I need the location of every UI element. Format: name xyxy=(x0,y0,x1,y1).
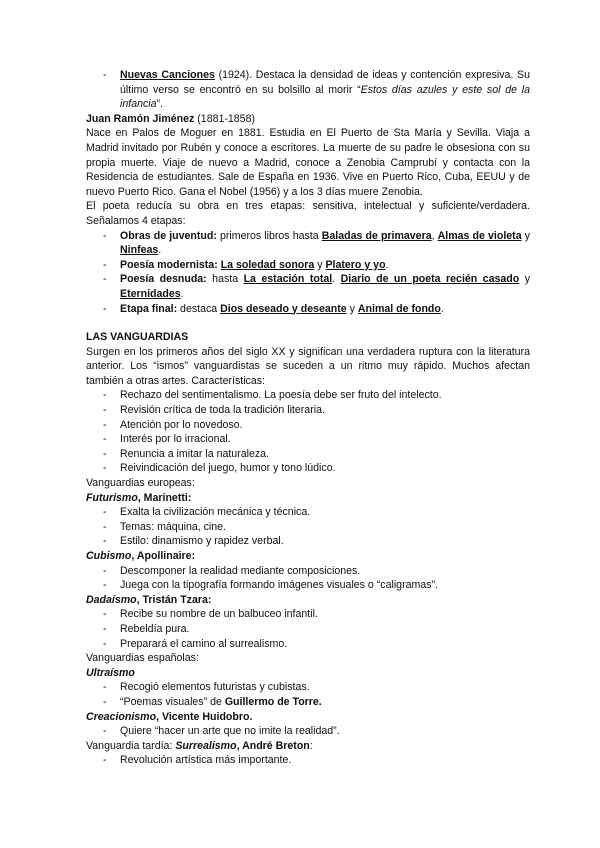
separator: . xyxy=(158,244,162,257)
movement-heading xyxy=(86,593,530,608)
item-text: Juega con la tipografía formando imágenes visuales o “caligramas”. xyxy=(120,579,438,592)
list-item xyxy=(86,724,530,739)
item-text: Renuncia a imitar la naturaleza. xyxy=(120,447,269,460)
stage-label: Poesía modernista: xyxy=(120,258,218,271)
movement-author: , André Breton xyxy=(236,739,310,752)
stage-label: Etapa final: xyxy=(120,302,178,315)
work-title: Dios deseado y deseante xyxy=(220,302,347,315)
item-text: Preparará el camino al surrealismo. xyxy=(120,637,288,650)
bullet-dash: - xyxy=(103,69,107,81)
bullet-dash: - xyxy=(103,564,107,577)
bullet-dash: - xyxy=(103,754,107,767)
work-title: Ninfeas xyxy=(120,244,159,257)
item-text: ”. xyxy=(156,98,163,111)
bullet-dash: - xyxy=(103,447,107,460)
work-title: Eternidades xyxy=(120,287,181,300)
separator: y xyxy=(521,229,530,242)
list-item xyxy=(86,564,530,579)
bullet-dash: - xyxy=(103,302,107,315)
work-title: Baladas de primavera xyxy=(321,229,432,242)
features-list xyxy=(86,388,530,476)
list-item xyxy=(86,505,530,520)
bullet-dash: - xyxy=(103,404,107,417)
list-item xyxy=(86,680,530,695)
separator: . xyxy=(332,273,341,286)
item-text: (1924). Destaca la densidad de ideas y contención expresiva. Su último verso se encontró en su bolsillo al morir “ xyxy=(120,69,530,96)
item-text: Rebeldía pura. xyxy=(120,622,190,635)
item-text: Reivindicación del juego, humor y tono lúdico. xyxy=(120,462,336,475)
stage-label: Poesía desnuda: xyxy=(120,273,207,286)
movement-author: , Vicente Huidobro. xyxy=(156,710,253,723)
movement-author: , Marinetti: xyxy=(137,491,192,504)
separator: . xyxy=(385,258,389,271)
work-title: Animal de fondo xyxy=(357,302,441,315)
item-text: Rechazo del sentimentalismo. La poesía debe ser fruto del intelecto. xyxy=(120,389,442,402)
bullet-dash: - xyxy=(103,579,107,592)
section-heading: LAS VANGUARDIAS xyxy=(86,331,189,344)
bullet-dash: - xyxy=(103,389,107,402)
bullet-dash: - xyxy=(103,273,107,286)
item-text: Estilo: dinamismo y rapidez verbal. xyxy=(120,535,284,548)
separator: . xyxy=(440,302,444,315)
separator: . xyxy=(180,287,184,300)
movement-name: Dadaísmo xyxy=(86,593,137,606)
separator: y xyxy=(346,302,358,315)
list-item xyxy=(86,447,530,462)
creacionismo-list xyxy=(86,724,530,739)
movement-name: Cubismo xyxy=(86,550,132,562)
movement-heading xyxy=(86,666,530,681)
cubismo-list xyxy=(86,564,530,593)
subsection-label: Vanguardias europeas: xyxy=(86,477,195,490)
list-item xyxy=(86,403,530,418)
movement-name: Ultraísmo xyxy=(86,666,135,679)
work-title: Nuevas Canciones xyxy=(120,69,215,81)
list-item xyxy=(86,388,530,403)
stage-item xyxy=(86,272,530,301)
futurismo-list xyxy=(86,505,530,549)
item-text: Revolución artística más importante. xyxy=(120,754,292,767)
list-item xyxy=(86,432,530,447)
list-item xyxy=(86,695,530,710)
stage-item xyxy=(86,302,530,317)
list-item xyxy=(86,607,530,622)
movement-name: Creacionismo xyxy=(86,710,157,723)
bullet-dash: - xyxy=(103,725,107,738)
bullet-dash: - xyxy=(103,608,107,621)
bullet-dash: - xyxy=(103,229,107,242)
author-heading xyxy=(86,112,530,127)
stage-item xyxy=(86,258,530,273)
quote: Estos días azules y este sol de la infancia xyxy=(120,83,530,111)
movement-heading xyxy=(86,549,530,564)
work-title: Platero y yo xyxy=(325,258,386,271)
bullet-dash: - xyxy=(103,622,107,635)
list-item xyxy=(86,637,530,652)
list-item xyxy=(86,534,530,549)
list-item xyxy=(86,461,530,476)
subsection-label: Vanguardias españolas: xyxy=(86,652,199,665)
item-text: Recibe su nombre de un balbuceo infantil. xyxy=(120,608,318,621)
bullet-dash: - xyxy=(103,637,107,650)
spacer xyxy=(86,316,530,330)
item-text: Temas: máquina, cine. xyxy=(120,520,226,533)
bullet-dash: - xyxy=(103,506,107,519)
movement-author: , Tristán Tzara: xyxy=(136,593,212,606)
list-item xyxy=(86,578,530,593)
subsection-label: Vanguardia tardía: xyxy=(86,739,176,752)
author-dates: (1881-1858) xyxy=(194,112,255,125)
item-text: Exalta la civilización mecánica y técnica. xyxy=(120,506,311,519)
bullet-dash: - xyxy=(103,520,107,533)
separator: : xyxy=(309,739,313,752)
bullet-dash: - xyxy=(103,681,107,694)
stages-intro: El poeta reducía su obra en tres etapas: sensitiva, intelectual y suficiente/verdadera. Señalamos 4 etapas: xyxy=(86,200,530,227)
work-title: Almas de violeta xyxy=(437,229,522,242)
stage-item xyxy=(86,229,530,258)
bullet-dash: - xyxy=(103,433,107,446)
stage-text: hasta xyxy=(206,273,244,286)
separator: y xyxy=(314,258,326,271)
author-name: Juan Ramón Jiménez xyxy=(86,112,195,125)
section-intro: Surgen en los primeros años del siglo XX y significan una verdadera ruptura con la literatura anterior. Los “ismos” vanguardistas se suceden a un ritmo muy rápido. Muchos afectan también a otras artes. Características: xyxy=(86,345,530,387)
document-page xyxy=(86,68,530,768)
list-item xyxy=(86,753,530,768)
stage-text: destaca xyxy=(177,302,221,315)
movement-heading xyxy=(86,491,530,506)
movement-heading xyxy=(86,710,530,725)
item-text: Revisión crítica de toda la tradición literaria. xyxy=(120,404,325,417)
dadaismo-list xyxy=(86,607,530,651)
item-text: Interés por lo irracional. xyxy=(120,433,231,446)
bullet-dash: - xyxy=(103,535,107,548)
work-title: La estación total xyxy=(243,273,333,286)
author-bio: Nace en Palos de Moguer en 1881. Estudia en El Puerto de Sta María y Sevilla. Viaja a Madrid invitado por Rubén y conoce a escritores. La muerte de su padre le obsesiona con su propia muerte. Viaje de nuevo a Madrid, conoce a Zenobia Camprubí y contacta con la Residencia de estudiantes. Sale de España en 1936. Vive en Puerto Rico, Cuba, EEUU y de nuevo Puerto Rico. Gana el Nobel (1956) y a los 3 días muere Zenobia. xyxy=(86,127,530,198)
movement-heading xyxy=(86,739,530,754)
top-list xyxy=(86,68,530,112)
list-item xyxy=(86,520,530,535)
movement-author: , Apollinaire: xyxy=(131,550,196,562)
separator: y xyxy=(519,273,530,286)
bullet-dash: - xyxy=(103,462,107,475)
item-text: “Poemas visuales” de xyxy=(120,695,225,708)
list-item xyxy=(86,418,530,433)
author-name: Guillermo de Torre. xyxy=(224,695,322,708)
stage-label: Obras de juventud: xyxy=(120,229,217,242)
ultraismo-list xyxy=(86,680,530,709)
list-item xyxy=(86,68,530,112)
separator: , xyxy=(431,229,438,242)
movement-name: Surrealismo xyxy=(175,739,237,752)
item-text: Recogió elementos futuristas y cubistas. xyxy=(120,681,310,694)
work-title: Diario de un poeta recién casado xyxy=(340,273,520,286)
item-text: Descomponer la realidad mediante composiciones. xyxy=(120,564,361,577)
stage-text: primeros libros hasta xyxy=(216,229,322,242)
bullet-dash: - xyxy=(103,418,107,431)
surrealismo-list xyxy=(86,753,530,768)
item-text: Quiere “hacer un arte que no imite la realidad”. xyxy=(120,725,340,738)
item-text: Atención por lo novedoso. xyxy=(120,418,243,431)
bullet-dash: - xyxy=(103,258,107,271)
movement-name: Futurismo xyxy=(86,491,138,504)
bullet-dash: - xyxy=(103,695,107,708)
list-item xyxy=(86,622,530,637)
work-title: La soledad sonora xyxy=(220,258,315,271)
stages-list xyxy=(86,229,530,317)
